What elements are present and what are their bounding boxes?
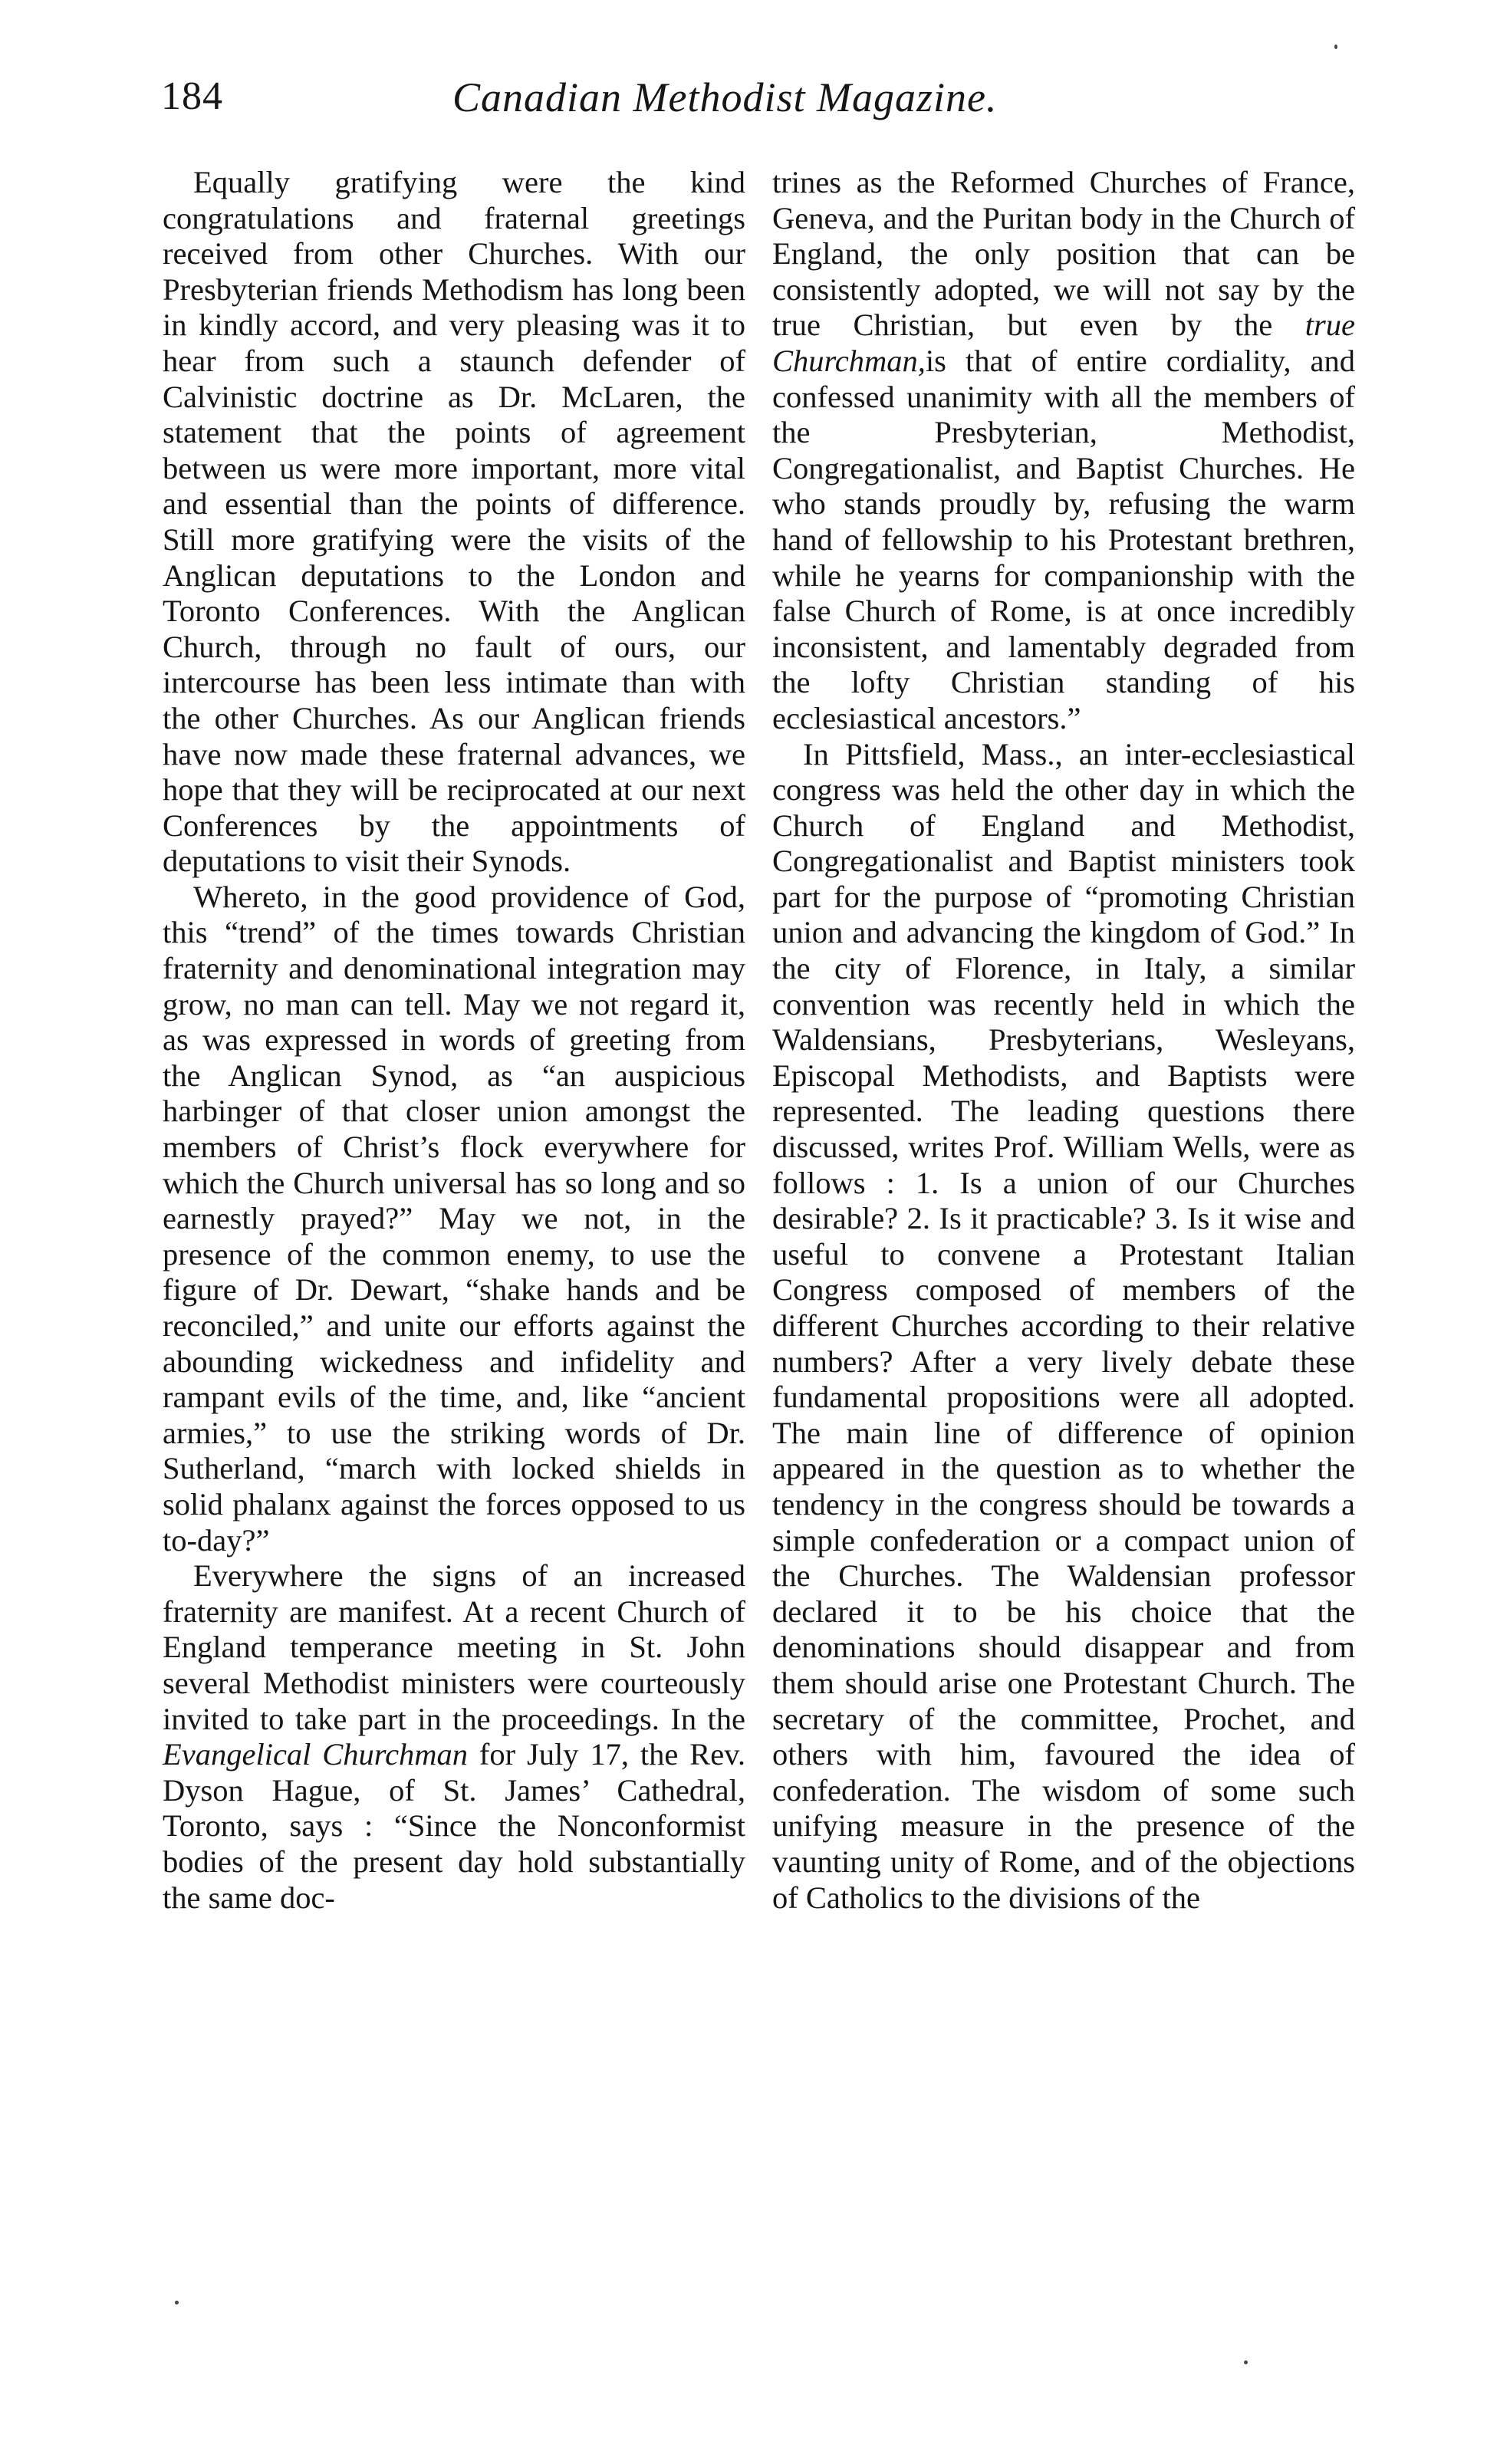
paragraph: Equally gratifying were the kind congratulations and fraternal greetings received from other Churches. With our Presbyterian friends Methodism has long been in kindly accord, and very pleasing was it to hear from such a staunch defender of Calvinistic doctrine as Dr. McLaren, the statement that the points of agreement between us were more important, more vital and essential than the points of difference. Still more gratifying were the visits of the Anglican deputations to the London and Toronto Conferences. With the Anglican Church, through no fault of ours, our intercourse has been less intimate than with the other Churches. As our Anglican friends have now made these fraternal advances, we hope that they will be reciprocated at our next Conferences by the appointments of deputations to visit their Synods.	[163, 165, 745, 879]
page-header	[161, 74, 1311, 130]
paragraph-text: for July 17, the Rev. Dyson Hague, of St. James’ Cathedral, Toronto, says : “Since the Nonconformist bodies of the present day hold substantially the same doc-	[163, 1737, 745, 1915]
paragraph	[163, 1558, 745, 1916]
paragraph: Whereto, in the good providence of God, this “trend” of the times towards Christian fraternity and denominational integration may grow, no man can tell. May we not regard it, as was expressed in words of greeting from the Anglican Synod, as “an auspicious harbinger of that closer union amongst the members of Christ’s flock everywhere for which the Church universal has so long and so earnestly prayed?” May we not, in the presence of the common enemy, to use the figure of Dr. Dewart, “shake hands and be reconciled,” and unite our efforts against the abounding wickedness and infidelity and rampant evils of the time, and, like “ancient armies,” to use the striking words of Dr. Sutherland, “march with locked shields in solid phalanx against the forces opposed to us to-day?”	[163, 879, 745, 1558]
print-speck	[175, 2301, 179, 2304]
paragraph-text: trines as the Reformed Churches of France, Geneva, and the Puritan body in the Church of England, the only position that can be consistently adopted, we will not say by the true Christian, but even by the	[772, 165, 1355, 343]
print-speck	[1334, 44, 1337, 49]
running-title: Canadian Methodist Magazine.	[452, 74, 998, 120]
page-number: 184	[161, 74, 223, 118]
left-column	[163, 165, 745, 1916]
paragraph-continued	[772, 165, 1355, 737]
right-column	[772, 165, 1355, 1916]
print-speck	[1244, 2360, 1248, 2364]
paragraph-text: is that of entire cordiality, and confessed unanimity with all the members of the Presbyterian, Methodist, Congregationalist, and Baptist Churches. He who stands proudly by, refusing the warm hand of fellowship to his Protestant brethren, while he yearns for companionship with the false Church of Rome, is at once incredibly inconsistent, and lamentably degraded from the lofty Christian standing of his ecclesiastical ancestors.”	[772, 343, 1355, 735]
paragraph: In Pittsfield, Mass., an inter-ecclesiastical congress was held the other day in which the Church of England and Methodist, Congregationalist and Baptist ministers took part for the purpose of “promoting Christian union and advancing the kingdom of God.” In the city of Florence, in Italy, a similar convention was recently held in which the Waldensians, Presbyterians, Wesleyans, Episcopal Methodists, and Baptists were represented. The leading questions there discussed, writes Prof. William Wells, were as follows : 1. Is a union of our Churches desirable? 2. Is it practicable? 3. Is it wise and useful to convene a Protestant Italian Congress composed of members of the different Churches according to their relative numbers? After a very lively debate these fundamental propositions were all adopted. The main line of difference of opinion appeared in the question as to whether the tendency in the congress should be towards a simple confederation or a compact union of the Churches. The Waldensian professor declared it to be his choice that the denominations should disappear and from them should arise one Protestant Church. The secretary of the committee, Prochet, and others with him, favoured the idea of confederation. The wisdom of some such unifying measure in the presence of the vaunting unity of Rome, and of the objections of Catholics to the divisions of the	[772, 736, 1355, 1915]
publication-title: Evangelical Churchman	[163, 1737, 469, 1772]
emphasis-text: true Churchman,	[772, 308, 1356, 378]
paragraph-text: Everywhere the signs of an increased fraternity are manifest. At a recent Church of England temperance meeting in St. John several Methodist ministers were courteously invited to take part in the proceedings. In the	[163, 1558, 745, 1736]
